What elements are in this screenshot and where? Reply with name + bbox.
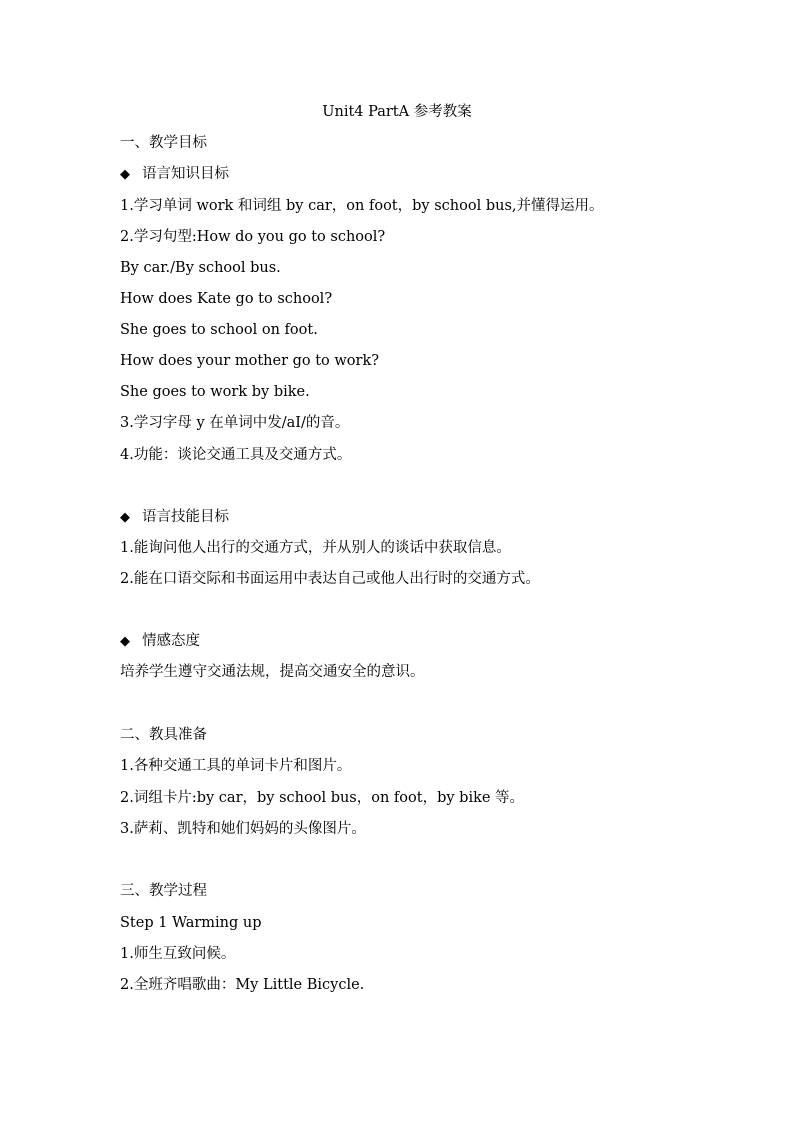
diamond-bullet-icon: ◆ <box>120 510 130 525</box>
subheading-emotion <box>120 630 754 652</box>
knowledge-line: 4.功能：谈论交通工具及交通方式。 <box>120 447 352 463</box>
knowledge-line: 3.学习字母 y 在单词中发/aⅠ/的音。 <box>120 415 350 431</box>
process-line: 2.全班齐唱歌曲：My Little Bicycle. <box>120 977 365 993</box>
diamond-bullet-icon: ◆ <box>120 167 130 182</box>
materials-line: 1.各种交通工具的单词卡片和图片。 <box>120 758 352 774</box>
subheading-emotion-label: 情感态度 <box>142 633 200 649</box>
process-line: 1.师生互致问候。 <box>120 946 236 962</box>
knowledge-line: By car./By school bus. <box>120 260 281 276</box>
process-line: Step 1 Warming up <box>120 915 262 931</box>
knowledge-line: 2.学习句型:How do you go to school? <box>120 229 386 245</box>
subheading-skills-label: 语言技能目标 <box>142 509 229 525</box>
materials-line: 3.萨莉、凯特和她们妈妈的头像图片。 <box>120 821 366 837</box>
knowledge-line: 1.学习单词 work 和词组 by car，on foot，by school bus,并懂得运用。 <box>120 198 604 214</box>
materials-line: 2.词组卡片:by car，by school bus，on foot，by bike 等。 <box>120 790 525 806</box>
section-heading-process: 三、教学过程 <box>120 883 207 899</box>
knowledge-line: How does Kate go to school? <box>120 291 333 307</box>
skills-line: 1.能询问他人出行的交通方式，并从别人的谈话中获取信息。 <box>120 540 511 556</box>
knowledge-line: She goes to school on foot. <box>120 322 318 338</box>
skills-line: 2.能在口语交际和书面运用中表达自己或他人出行时的交通方式。 <box>120 571 540 587</box>
subheading-knowledge <box>120 163 754 185</box>
subheading-skills <box>120 506 754 528</box>
knowledge-line: How does your mother go to work? <box>120 353 380 369</box>
knowledge-line: She goes to work by bike. <box>120 384 310 400</box>
emotion-line: 培养学生遵守交通法规，提高交通安全的意识。 <box>120 664 425 680</box>
section-heading-objectives: 一、教学目标 <box>120 135 207 151</box>
diamond-bullet-icon: ◆ <box>120 634 130 649</box>
document-title: Unit4 PartA 参考教案 <box>322 104 472 120</box>
section-heading-materials: 二、教具准备 <box>120 727 207 743</box>
subheading-knowledge-label: 语言知识目标 <box>142 166 229 182</box>
